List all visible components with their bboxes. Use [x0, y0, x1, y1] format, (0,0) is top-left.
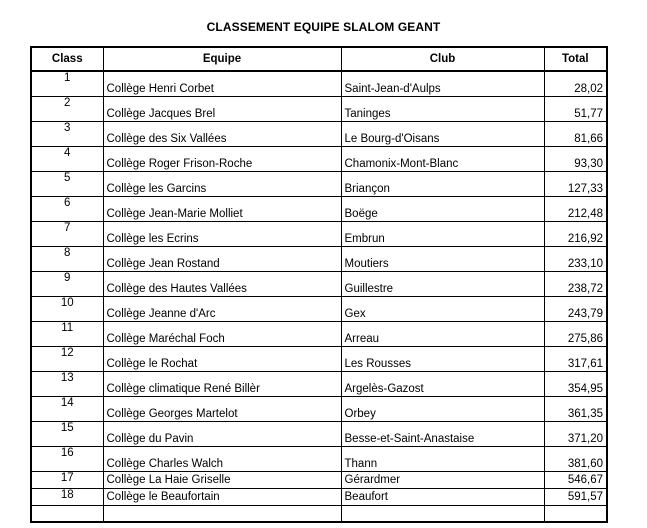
- cell-equipe: Collège le Rochat: [103, 347, 341, 372]
- table-header-row: [31, 47, 607, 71]
- cell-class: 8: [31, 247, 103, 272]
- cell-club: Orbey: [341, 397, 544, 422]
- cell-class: 5: [31, 172, 103, 197]
- cell-club: Les Rousses: [341, 347, 544, 372]
- table-row: [31, 472, 607, 489]
- cell-total: 591,57: [544, 489, 607, 506]
- cell-total: 361,35: [544, 397, 607, 422]
- empty-cell: [341, 506, 544, 523]
- cell-club: Thann: [341, 447, 544, 472]
- table-row: [31, 147, 607, 172]
- cell-equipe: Collège Georges Martelot: [103, 397, 341, 422]
- cell-club: Chamonix-Mont-Blanc: [341, 147, 544, 172]
- table-row: [31, 71, 607, 97]
- page-title: CLASSEMENT EQUIPE SLALOM GEANT: [206, 20, 441, 34]
- cell-total: 81,66: [544, 122, 607, 147]
- cell-class: 4: [31, 147, 103, 172]
- cell-equipe: Collège climatique René Billèr: [103, 372, 341, 397]
- cell-total: 381,60: [544, 447, 607, 472]
- cell-club: Beaufort: [341, 489, 544, 506]
- cell-club: Arreau: [341, 322, 544, 347]
- cell-equipe: Collège les Ecrins: [103, 222, 341, 247]
- column-header-club: Club: [341, 47, 544, 71]
- cell-equipe: Collège La Haie Griselle: [103, 472, 341, 489]
- cell-equipe: Collège Charles Walch: [103, 447, 341, 472]
- cell-total: 371,20: [544, 422, 607, 447]
- cell-total: 233,10: [544, 247, 607, 272]
- cell-equipe: Collège Maréchal Foch: [103, 322, 341, 347]
- table-row: [31, 322, 607, 347]
- cell-total: 93,30: [544, 147, 607, 172]
- cell-club: Taninges: [341, 97, 544, 122]
- table-row: [31, 122, 607, 147]
- cell-club: Argelès-Gazost: [341, 372, 544, 397]
- empty-table-row: [31, 506, 607, 523]
- cell-equipe: Collège Jeanne d'Arc: [103, 297, 341, 322]
- table-row: [31, 397, 607, 422]
- table-row: [31, 297, 607, 322]
- table-row: [31, 197, 607, 222]
- cell-total: 28,02: [544, 71, 607, 97]
- cell-class: 9: [31, 272, 103, 297]
- cell-club: Briançon: [341, 172, 544, 197]
- empty-cell: [103, 506, 341, 523]
- table-row: [31, 172, 607, 197]
- cell-club: Embrun: [341, 222, 544, 247]
- cell-total: 546,67: [544, 472, 607, 489]
- cell-class: 17: [31, 472, 103, 489]
- table-row: [31, 347, 607, 372]
- cell-equipe: Collège Jean Rostand: [103, 247, 341, 272]
- column-header-equipe: Equipe: [103, 47, 341, 71]
- cell-class: 1: [31, 71, 103, 97]
- cell-total: 317,61: [544, 347, 607, 372]
- cell-club: Moutiers: [341, 247, 544, 272]
- table-body: [31, 71, 607, 522]
- cell-class: 14: [31, 397, 103, 422]
- cell-total: 275,86: [544, 322, 607, 347]
- table-row: [31, 489, 607, 506]
- cell-equipe: Collège les Garcins: [103, 172, 341, 197]
- cell-club: Guillestre: [341, 272, 544, 297]
- table-row: [31, 97, 607, 122]
- cell-equipe: Collège Henri Corbet: [103, 71, 341, 97]
- cell-club: Gex: [341, 297, 544, 322]
- cell-class: 16: [31, 447, 103, 472]
- table-row: [31, 272, 607, 297]
- cell-class: 10: [31, 297, 103, 322]
- table-row: [31, 447, 607, 472]
- empty-cell: [544, 506, 607, 523]
- cell-equipe: Collège du Pavin: [103, 422, 341, 447]
- cell-equipe: Collège Jacques Brel: [103, 97, 341, 122]
- cell-equipe: Collège des Six Vallées: [103, 122, 341, 147]
- cell-total: 216,92: [544, 222, 607, 247]
- cell-club: Gérardmer: [341, 472, 544, 489]
- cell-club: Boëge: [341, 197, 544, 222]
- cell-total: 51,77: [544, 97, 607, 122]
- cell-club: Besse-et-Saint-Anastaise: [341, 422, 544, 447]
- cell-equipe: Collège Roger Frison-Roche: [103, 147, 341, 172]
- cell-total: 212,48: [544, 197, 607, 222]
- cell-class: 6: [31, 197, 103, 222]
- results-table: [30, 46, 608, 523]
- cell-class: 18: [31, 489, 103, 506]
- cell-class: 11: [31, 322, 103, 347]
- cell-total: 238,72: [544, 272, 607, 297]
- empty-cell: [31, 506, 103, 523]
- cell-total: 354,95: [544, 372, 607, 397]
- cell-class: 12: [31, 347, 103, 372]
- cell-class: 2: [31, 97, 103, 122]
- cell-total: 127,33: [544, 172, 607, 197]
- cell-equipe: Collège le Beaufortain: [103, 489, 341, 506]
- cell-equipe: Collège des Hautes Vallées: [103, 272, 341, 297]
- cell-class: 3: [31, 122, 103, 147]
- cell-class: 7: [31, 222, 103, 247]
- table-row: [31, 222, 607, 247]
- cell-total: 243,79: [544, 297, 607, 322]
- cell-equipe: Collège Jean-Marie Molliet: [103, 197, 341, 222]
- cell-club: Le Bourg-d'Oisans: [341, 122, 544, 147]
- table-row: [31, 422, 607, 447]
- cell-club: Saint-Jean-d'Aulps: [341, 71, 544, 97]
- cell-class: 13: [31, 372, 103, 397]
- cell-class: 15: [31, 422, 103, 447]
- table-row: [31, 372, 607, 397]
- table-row: [31, 247, 607, 272]
- column-header-total: Total: [544, 47, 607, 71]
- column-header-class: Class: [31, 47, 103, 71]
